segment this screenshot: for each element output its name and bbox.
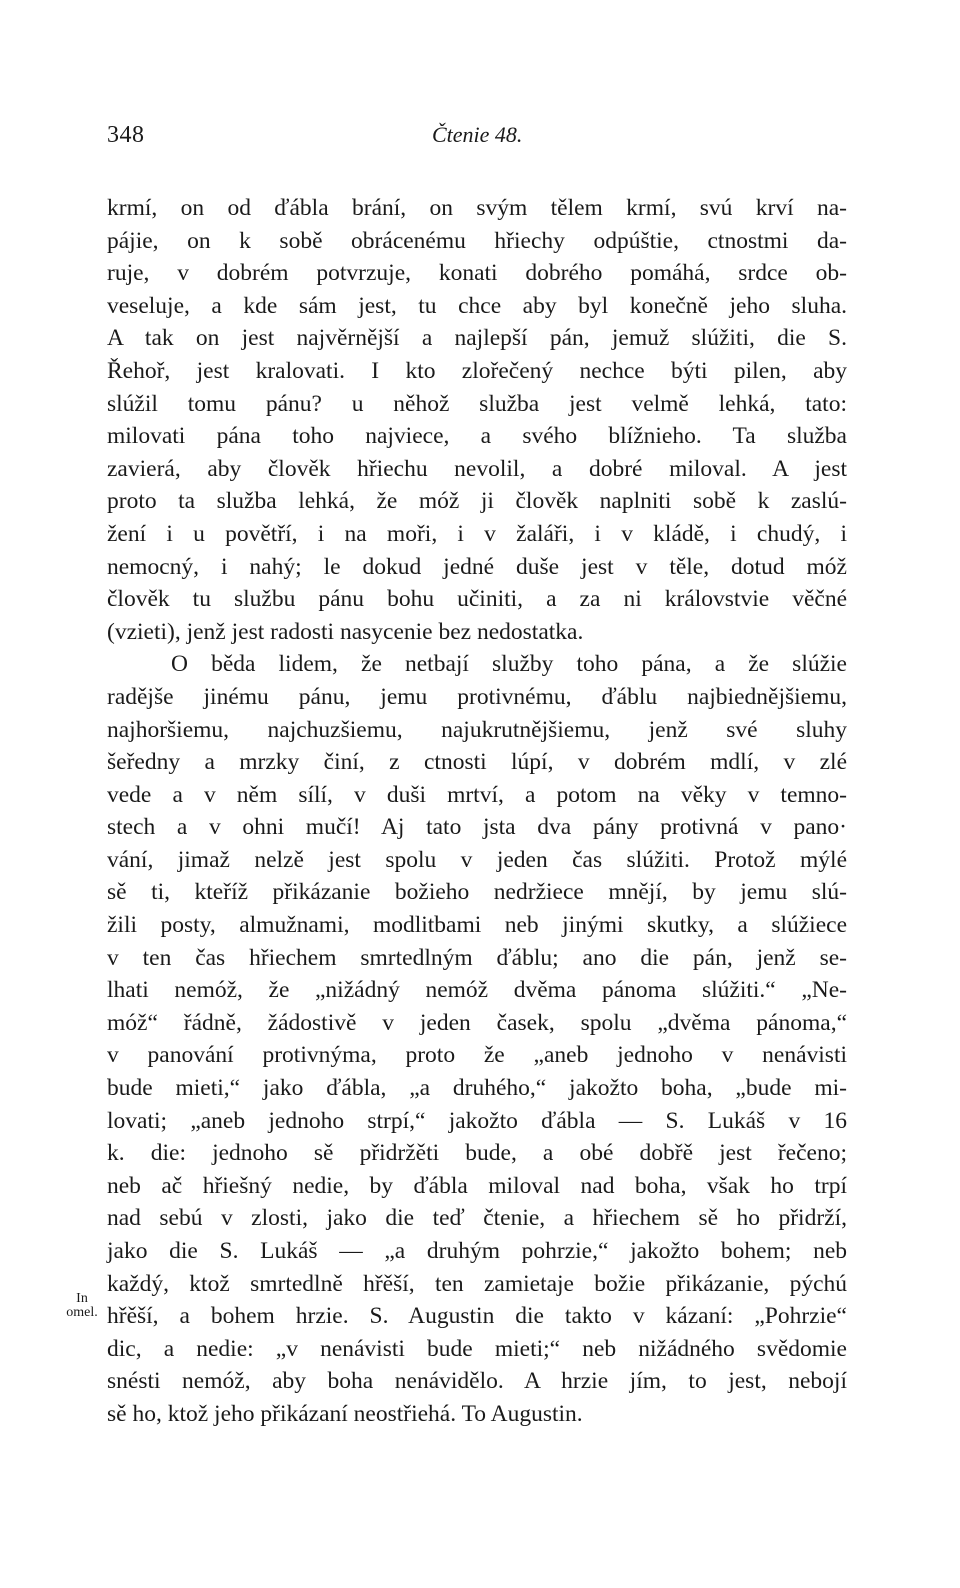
text-line: snésti nemóž, aby boha nenávidělo. A hrzie jím, to jest, nebojí <box>107 1368 847 1395</box>
margin-note-line: In <box>76 1291 88 1306</box>
text-line: Řehoř, jest kralovati. I kto zlořečený nechce býti pilen, aby <box>107 357 847 384</box>
text-line: (vzieti), jenž jest radosti nasycenie bez nedostatka. <box>107 618 584 645</box>
text-line: pájie, on k sobě obrácenému hřiechy odpúštie, ctnostmi da- <box>107 227 847 254</box>
text-line: k. die: jednoho sě přidržěti bude, a obé dobřě jest řečeno; <box>107 1140 847 1167</box>
text-line: radějše jinému pánu, jemu protivnému, ďáblu najbiednějšiemu, <box>107 683 847 710</box>
text-line: v panování protivnýma, proto že „aneb jednoho v nenávisti <box>107 1042 847 1069</box>
margin-note <box>62 1292 102 1320</box>
text-line: neb ač hřiešný nedie, by ďábla miloval nad boha, však ho trpí <box>107 1172 847 1199</box>
text-line: O běda lidem, že netbají služby toho pána, a že slúžie <box>171 651 847 678</box>
page-header <box>107 122 847 162</box>
text-line: hřěší, a bohem hrzie. S. Augustin die takto v kázaní: „Pohrzie“ <box>107 1303 847 1330</box>
text-line: veseluje, a kde sám jest, tu chce aby byl konečně jeho sluha. <box>107 292 847 319</box>
text-line: sě ti, kteříž přikázanie božieho nedržiece mnějí, by jemu slú- <box>107 879 847 906</box>
text-line: vede a v něm sílí, v duši mrtví, a potom na věky v temno- <box>107 781 847 808</box>
text-line: krmí, on od ďábla brání, on svým tělem krmí, svú krví na- <box>107 195 847 221</box>
text-line: proto ta služba lehká, že móž ji člověk naplniti sobě k zaslú- <box>107 488 847 515</box>
text-line: člověk tu službu pánu bohu učiniti, a za ni královstvie věčné <box>107 586 847 613</box>
text-line: žili posty, almužnami, modlitbami neb jinými skutky, a slúžiece <box>107 912 847 939</box>
text-line: móž“ řádně, žádostivě v jeden časek, spolu „dvěma pánoma,“ <box>107 1009 847 1036</box>
text-line: v ten čas hřiechem smrtedlným ďáblu; ano die pán, jenž se- <box>107 944 847 971</box>
text-line: stech a v ohni mučí! Aj tato jsta dva pány protivná v pano· <box>107 814 847 841</box>
margin-note-line: omel. <box>66 1305 98 1320</box>
text-line: zavierá, aby člověk hřiechu nevolil, a dobré miloval. A jest <box>107 455 847 482</box>
body-text <box>107 192 847 1431</box>
text-line: milovati pána toho najviece, a svého blížnieho. Ta služba <box>107 423 847 450</box>
text-line: šeředny a mrzky činí, z ctnosti lúpí, v dobrém mdlí, v zlé <box>107 749 847 776</box>
page-number: 348 <box>107 122 145 148</box>
text-line: dic, a nedie: „v nenávisti bude mieti;“ neb nižádného svědomie <box>107 1335 847 1362</box>
text-line: jako die S. Lukáš — „a druhým pohrzie,“ jakožto bohem; neb <box>107 1238 847 1264</box>
text-line: vání, jimaž nelzě jest spolu v jeden čas slúžiti. Protož mýlé <box>107 846 847 873</box>
text-line: sě ho, ktož jeho přikázaní neostřiehá. To Augustin. <box>107 1400 583 1427</box>
text-line: každý, ktož smrtedlně hřěší, ten zamietaje božie přikázanie, pýchú <box>107 1270 847 1297</box>
text-line: nemocný, i nahý; le dokud jedné duše jest v těle, dotud móž <box>107 553 847 580</box>
text-line: žení i u povětří, i na moři, i v žaláři, i v kládě, i chudý, i <box>107 520 847 547</box>
text-line: lhati nemóž, že „nižádný nemóž dvěma pánoma slúžiti.“ „Ne- <box>107 977 847 1004</box>
text-line: slúžil tomu pánu? u něhož služba jest velmě lehká, tato: <box>107 390 847 417</box>
text-line: nad sebú v zlosti, jako die teď čtenie, a hřiechem sě ho přidrží, <box>107 1205 847 1232</box>
text-line: A tak on jest najvěrnější a najlepší pán, jemuž slúžiti, die S. <box>107 325 847 352</box>
text-line: bude mieti,“ jako ďábla, „a druhého,“ jakožto boha, „bude mi- <box>107 1075 847 1102</box>
text-line: najhoršiemu, najchuzšiemu, najukrutnějšiemu, jenž své sluhy <box>107 716 847 743</box>
text-line: lovati; „aneb jednoho strpí,“ jakožto ďábla — S. Lukáš v 16 <box>107 1107 847 1134</box>
text-line: ruje, v dobrém potvrzuje, konati dobrého pomáhá, srdce ob- <box>107 260 847 287</box>
running-head: Čtenie 48. <box>432 122 523 147</box>
